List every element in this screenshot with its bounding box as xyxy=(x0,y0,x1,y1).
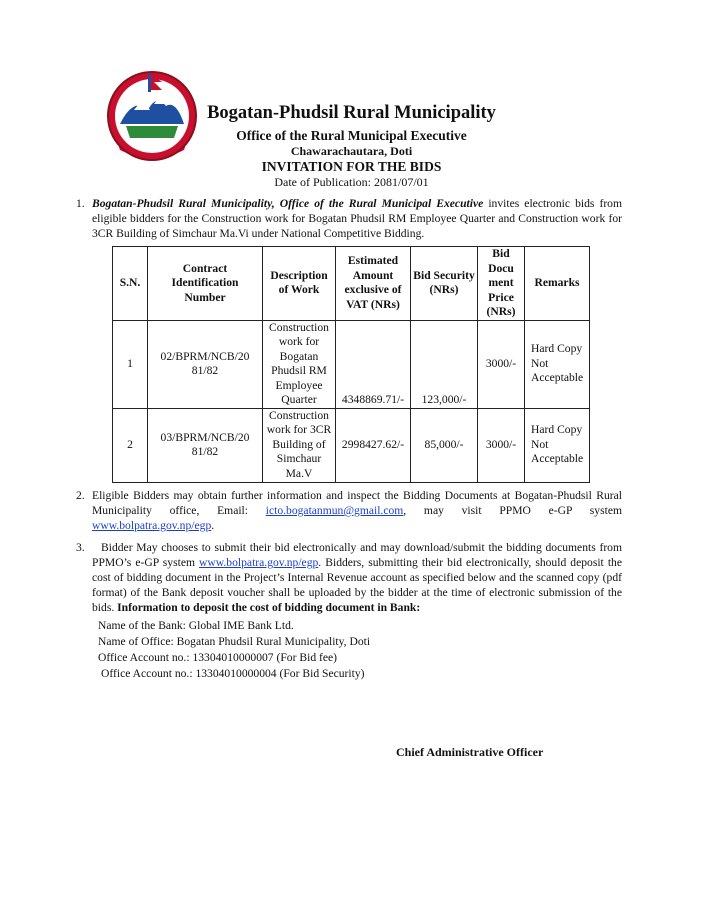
col-doc-price: Bid Docu ment Price (NRs) xyxy=(478,247,525,321)
para2-text-b: , may visit PPMO e-GP system xyxy=(403,504,622,517)
notice-title: INVITATION FOR THE BIDS xyxy=(261,159,442,174)
para3 xyxy=(92,540,622,615)
row2-bid-security: 85,000/- xyxy=(411,408,478,482)
bank-name: Name of the Bank: Global IME Bank Ltd. xyxy=(98,619,294,632)
row1-sn: 1 xyxy=(113,320,148,408)
row2-contract: 03/BPRM/NCB/20 81/82 xyxy=(148,408,263,482)
bank-office: Name of Office: Bogatan Phudsil Rural Municipality, Doti xyxy=(98,635,371,648)
para2-number: 2. xyxy=(76,489,85,502)
row2-doc-price: 3000/- xyxy=(478,408,525,482)
col-contract: Contract Identification Number xyxy=(148,247,263,321)
account-fee: Office Account no.: 13304010000007 (For Bid fee) xyxy=(98,651,338,664)
table-row xyxy=(113,408,590,482)
para2 xyxy=(92,488,622,533)
row1-remarks: Hard Copy Not Acceptable xyxy=(525,320,590,408)
signature: Chief Administrative Officer xyxy=(396,745,544,759)
para1-text: invites electronic bids from eligible bidders for the Construction work for Bogatan Phudsil RM Employee Quarter and Construction work for 3CR Building of Simchaur Ma.Vi under National Competitive Bidding. xyxy=(92,197,623,240)
para3-number: 3. xyxy=(76,541,85,554)
row2-sn: 2 xyxy=(113,408,148,482)
col-description: Description of Work xyxy=(263,247,336,321)
bids-table xyxy=(112,246,590,483)
col-sn: S.N. xyxy=(113,247,148,321)
para1-lead: Bogatan-Phudsil Rural Municipality, Office of the Rural Municipal Executive xyxy=(92,197,484,210)
table-header-row xyxy=(113,247,590,321)
office-address: Chawarachautara, Doti xyxy=(290,144,413,158)
municipality-name: Bogatan-Phudsil Rural Municipality xyxy=(207,103,496,123)
row1-doc-price: 3000/- xyxy=(478,320,525,408)
row1-contract: 02/BPRM/NCB/20 81/82 xyxy=(148,320,263,408)
egp-link-2[interactable]: www.bolpatra.gov.np/egp xyxy=(199,556,319,569)
account-security: Office Account no.: 13304010000004 (For Bid Security) xyxy=(101,667,365,680)
row1-bid-security: 123,000/- xyxy=(411,320,478,408)
row2-description: Construction work for 3CR Building of Simchaur Ma.V xyxy=(263,408,336,482)
publication-date: Date of Publication: 2081/07/01 xyxy=(274,175,429,189)
col-estimated: Estimated Amount exclusive of VAT (NRs) xyxy=(336,247,411,321)
para2-text-c: . xyxy=(211,519,215,532)
row1-description: Construction work for Bogatan Phudsil RM Employee Quarter xyxy=(263,320,336,408)
office-name: Office of the Rural Municipal Executive xyxy=(236,128,467,143)
egp-link[interactable]: www.bolpatra.gov.np/egp xyxy=(92,519,212,532)
email-link[interactable]: icto.bogatanmun@gmail.com xyxy=(265,504,404,517)
row2-estimated: 2998427.62/- xyxy=(336,408,411,482)
para3-bold: Information to deposit the cost of bidding document in Bank: xyxy=(117,601,421,614)
para1 xyxy=(92,196,622,241)
col-remarks: Remarks xyxy=(525,247,590,321)
row1-estimated: 4348869.71/- xyxy=(336,320,411,408)
row2-remarks: Hard Copy Not Acceptable xyxy=(525,408,590,482)
para3-text-b: . Bidders, submitting their bid electronically, should deposit the cost of bidding document in the Project’s Internal Revenue account as specified below and the scanned copy (pdf format) of the Bank deposit voucher shall be uploaded by the bidder at the time of electronic submission of the bids. xyxy=(92,556,622,614)
para1-number: 1. xyxy=(76,197,85,210)
table-row xyxy=(113,320,590,408)
para2-text-a: Eligible Bidders may obtain further information and inspect the Bidding Documents at Bogatan-Phudsil Rural Municipality office, Email: xyxy=(92,489,622,517)
col-bid-security: Bid Security (NRs) xyxy=(411,247,478,321)
para3-text-a: Bidder May chooses to submit their bid electronically and may download/submit the bidding documents from PPMO’s e-GP system xyxy=(92,541,622,569)
